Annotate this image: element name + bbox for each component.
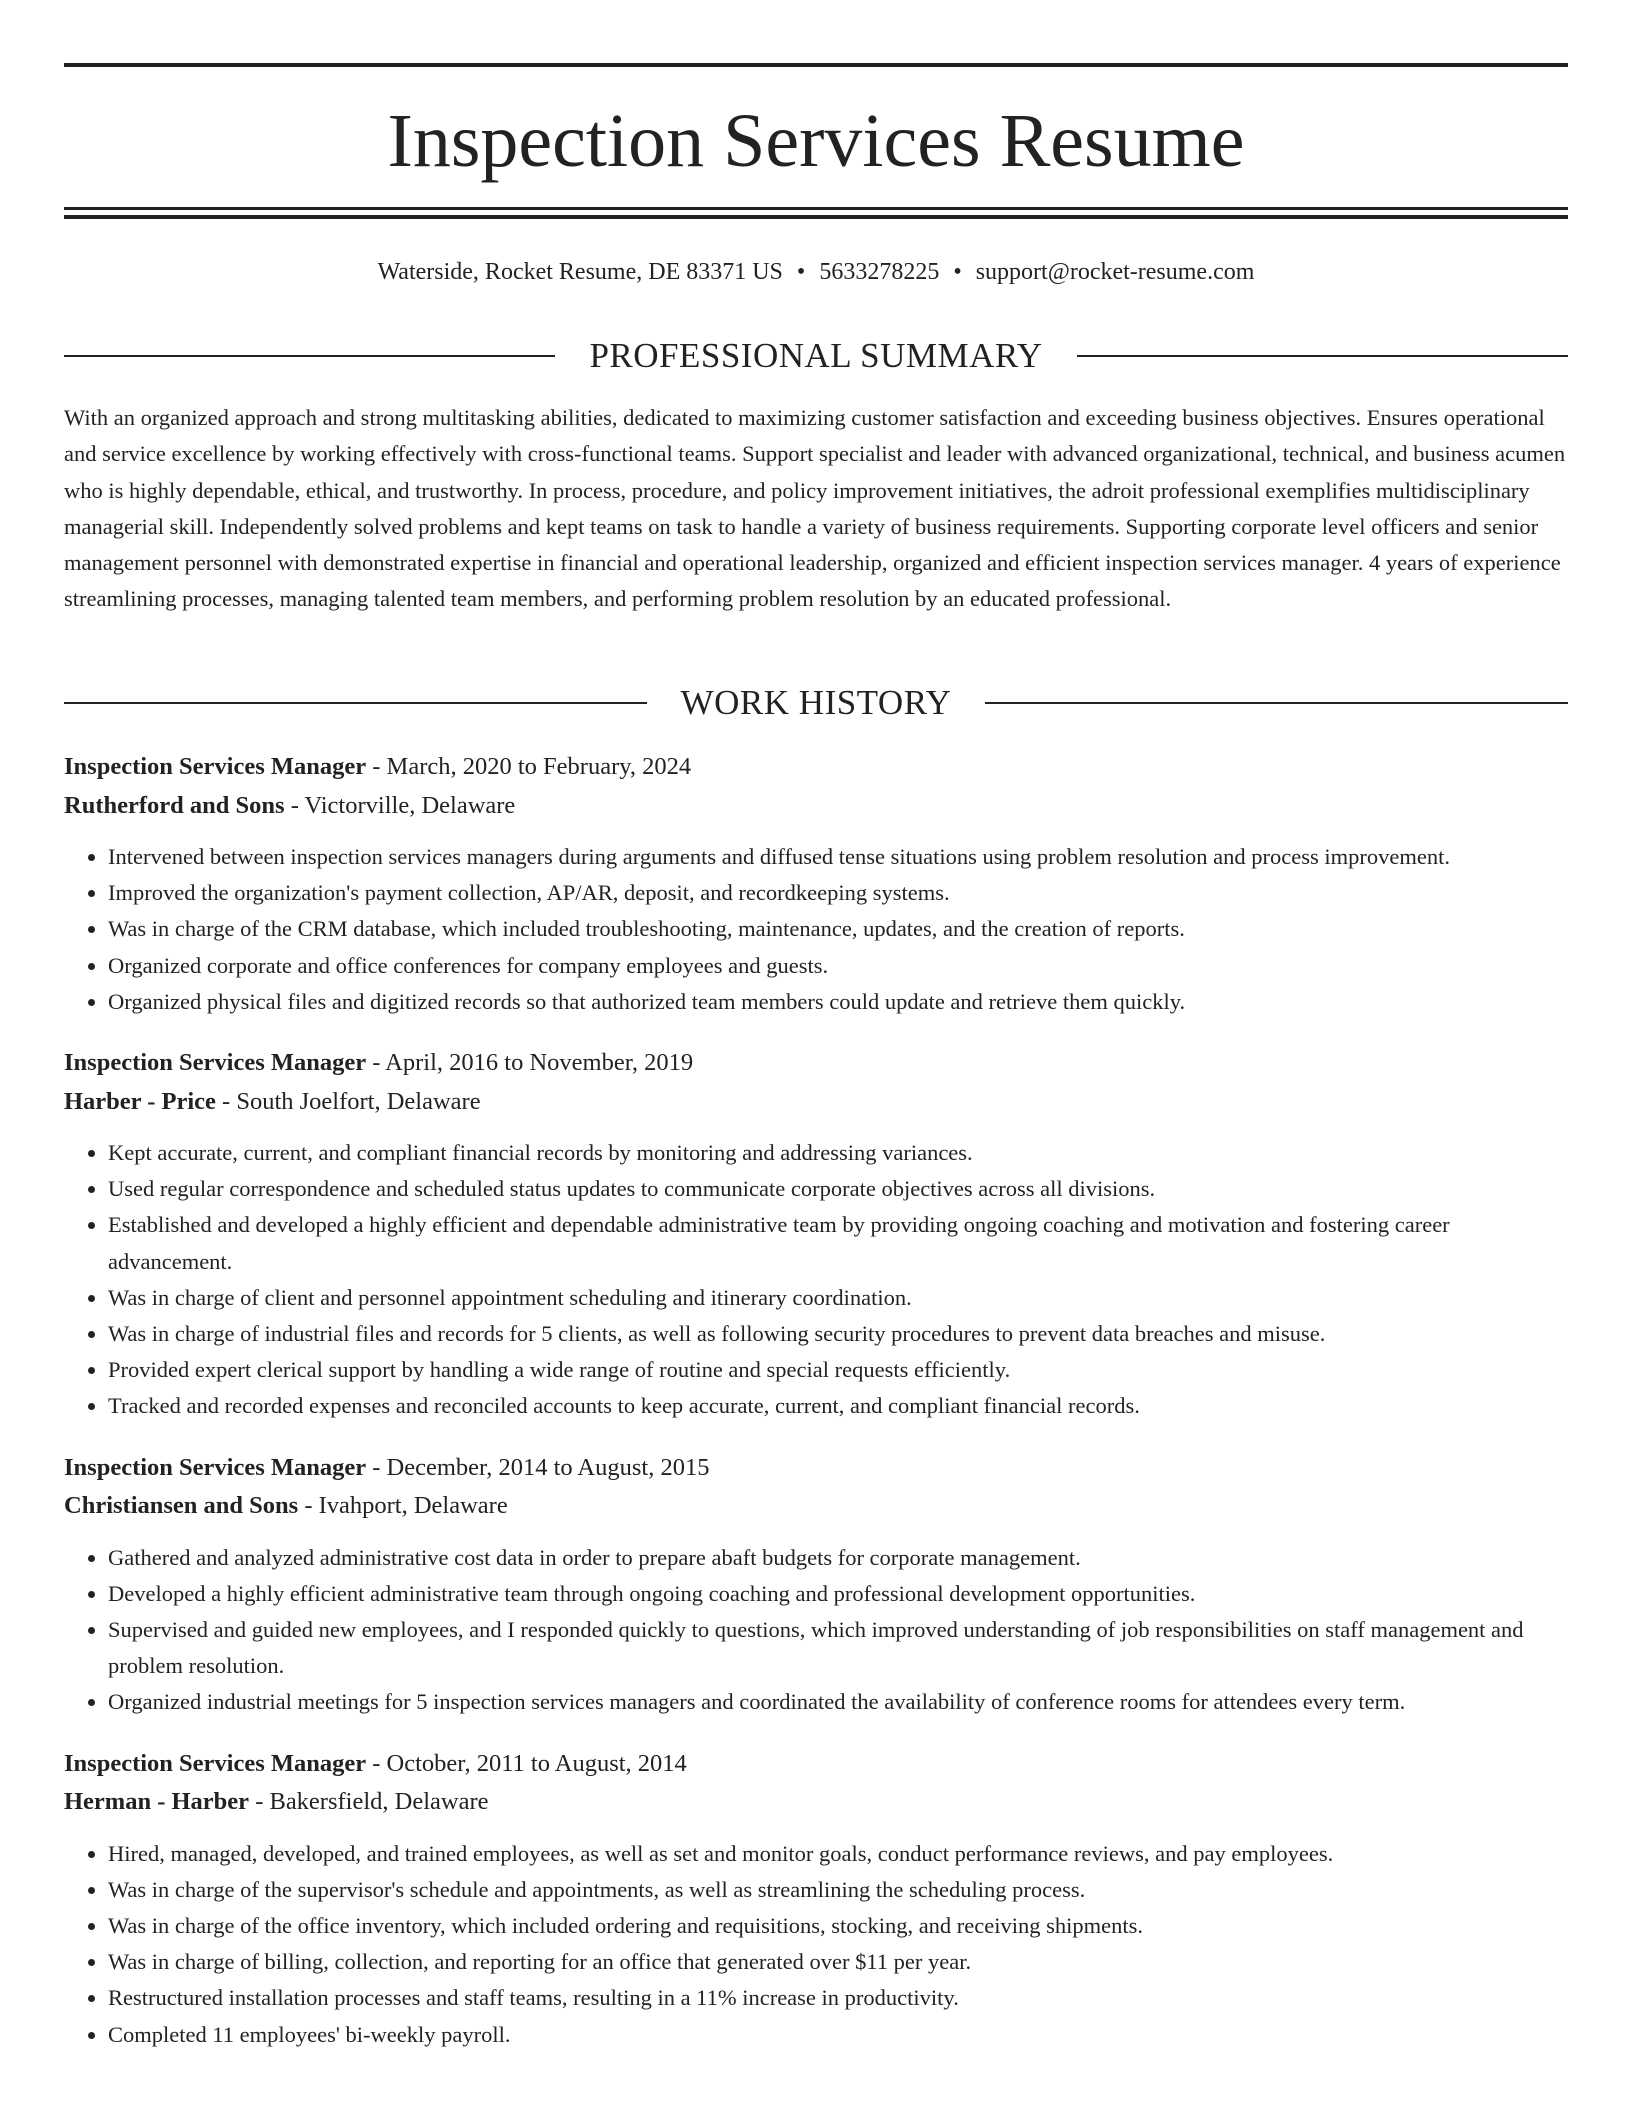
job-company-line — [64, 1783, 1568, 1822]
job-company: Rutherford and Sons — [64, 791, 285, 819]
job-title-line — [64, 748, 1568, 787]
job-title-line — [64, 1044, 1568, 1083]
job-location: - Ivahport, Delaware — [298, 1492, 508, 1520]
contact-separator: • — [796, 259, 806, 285]
job-title-line — [64, 1745, 1568, 1784]
job-bullets — [64, 1135, 1568, 1425]
work-history-heading: WORK HISTORY — [680, 683, 952, 722]
job-bullets — [64, 1836, 1568, 2053]
job-location: - Bakersfield, Delaware — [249, 1788, 489, 1816]
job-bullet: • Organized industrial meetings for 5 inspection services managers and coordinated the availability of conference rooms for attendees every term. — [108, 1684, 1568, 1720]
job-bullet: • Established and developed a highly efficient and dependable administrative team by providing ongoing coaching and motivation and fostering career advancement. — [108, 1207, 1568, 1279]
job-bullets — [64, 1540, 1568, 1721]
job-location: - South Joelfort, Delaware — [215, 1087, 481, 1115]
job-title-line — [64, 1449, 1568, 1488]
heading-rule-left — [64, 355, 555, 357]
contact-email: support@rocket-resume.com — [975, 259, 1255, 285]
job-title: Inspection Services Manager — [64, 1453, 367, 1481]
job-company: Christiansen and Sons — [64, 1492, 299, 1520]
job-bullet: • Was in charge of client and personnel appointment scheduling and itinerary coordination. — [108, 1280, 1568, 1316]
contact-phone: 5633278225 — [819, 259, 940, 285]
job-title: Inspection Services Manager — [64, 1049, 367, 1077]
work-history-list — [64, 748, 1568, 2077]
job-title: Inspection Services Manager — [64, 753, 367, 780]
resume-title: Inspection Services Resume — [387, 99, 1245, 183]
contact-line — [64, 254, 1568, 290]
job-company-line — [64, 1083, 1568, 1122]
job-bullet: • Gathered and analyzed administrative cost data in order to prepare abaft budgets for corporate management. — [108, 1540, 1568, 1576]
job-bullet: • Was in charge of the office inventory, which included ordering and requisitions, stocking, and receiving shipments. — [108, 1908, 1568, 1944]
job-bullet: • Was in charge of the supervisor's schedule and appointments, as well as streamlining the scheduling process. — [108, 1872, 1568, 1908]
job-bullet: • Completed 11 employees' bi-weekly payroll. — [108, 2017, 1568, 2053]
job-entry — [64, 748, 1568, 1020]
job-company-line — [64, 787, 1568, 826]
job-bullet: • Organized corporate and office conferences for company employees and guests. — [108, 948, 1568, 984]
heading-rule-left — [64, 702, 647, 704]
job-dates: - March, 2020 to February, 2024 — [366, 753, 692, 780]
job-entry — [64, 1745, 1568, 2053]
job-bullet: • Was in charge of industrial files and records for 5 clients, as well as following security procedures to prevent data breaches and misuse. — [108, 1316, 1568, 1352]
job-company: Herman - Harber — [64, 1788, 250, 1816]
job-company: Harber - Price — [64, 1087, 216, 1115]
title-rule-upper — [64, 207, 1568, 210]
job-bullet: • Provided expert clerical support by handling a wide range of routine and special requests efficiently. — [108, 1352, 1568, 1388]
job-bullet: • Was in charge of the CRM database, which included troubleshooting, maintenance, updates, and the creation of reports. — [108, 911, 1568, 947]
job-location: - Victorville, Delaware — [284, 791, 516, 819]
job-title: Inspection Services Manager — [64, 1749, 367, 1777]
job-bullet: • Restructured installation processes and staff teams, resulting in a 11% increase in productivity. — [108, 1980, 1568, 2016]
job-bullet: • Kept accurate, current, and compliant financial records by monitoring and addressing variances. — [108, 1135, 1568, 1171]
job-entry — [64, 1449, 1568, 1721]
job-company-line — [64, 1487, 1568, 1526]
job-dates: - October, 2011 to August, 2014 — [366, 1749, 687, 1777]
job-bullet: • Used regular correspondence and scheduled status updates to communicate corporate objectives across all divisions. — [108, 1171, 1568, 1207]
job-bullet: • Developed a highly efficient administrative team through ongoing coaching and professional development opportunities. — [108, 1576, 1568, 1612]
job-bullet: • Organized physical files and digitized records so that authorized team members could update and retrieve them quickly. — [108, 984, 1568, 1020]
title-rule-lower — [64, 215, 1568, 219]
job-bullet: • Intervened between inspection services managers during arguments and diffused tense situations using problem resolution and process improvement. — [108, 839, 1568, 875]
job-entry — [64, 1044, 1568, 1425]
summary-text: With an organized approach and strong multitasking abilities, dedicated to maximizing customer satisfaction and exceeding business objectives. Ensures operational and service excellence by working effectively with cross-functional teams. Support specialist and leader with advanced organizational, technical, and business acumen who is highly dependable, ethical, and trustworthy. In process, procedure, and policy improvement initiatives, the adroit professional exemplifies multidisciplinary managerial skill. Independently solved problems and kept teams on task to handle a variety of business requirements. Supporting corporate level officers and senior management personnel with demonstrated expertise in financial and operational leadership, organized and efficient inspection services manager. 4 years of experience streamlining processes, managing talented team members, and performing problem resolution by an educated professional. — [64, 405, 1566, 612]
job-bullet: • Hired, managed, developed, and trained employees, as well as set and monitor goals, conduct performance reviews, and pay employees. — [108, 1836, 1568, 1872]
top-rule — [64, 63, 1568, 67]
heading-rule-right — [1077, 355, 1568, 357]
job-dates: - December, 2014 to August, 2015 — [366, 1453, 710, 1481]
summary-heading: PROFESSIONAL SUMMARY — [589, 336, 1043, 375]
job-bullet: • Improved the organization's payment collection, AP/AR, deposit, and recordkeeping systems. — [108, 875, 1568, 911]
heading-rule-right — [985, 702, 1568, 704]
contact-separator: • — [953, 259, 962, 285]
contact-address: Waterside, Rocket Resume, DE 83371 US — [377, 259, 783, 285]
job-bullet: • Was in charge of billing, collection, and reporting for an office that generated over $11 per year. — [108, 1944, 1568, 1980]
job-bullet: • Tracked and recorded expenses and reconciled accounts to keep accurate, current, and compliant financial records. — [108, 1388, 1568, 1424]
job-dates: - April, 2016 to November, 2019 — [366, 1049, 694, 1077]
work-history-heading-row — [64, 681, 1568, 725]
summary-heading-row — [64, 334, 1568, 378]
job-bullet: • Supervised and guided new employees, and I responded quickly to questions, which improved understanding of job responsibilities on staff management and problem resolution. — [108, 1612, 1568, 1684]
job-bullets — [64, 839, 1568, 1020]
